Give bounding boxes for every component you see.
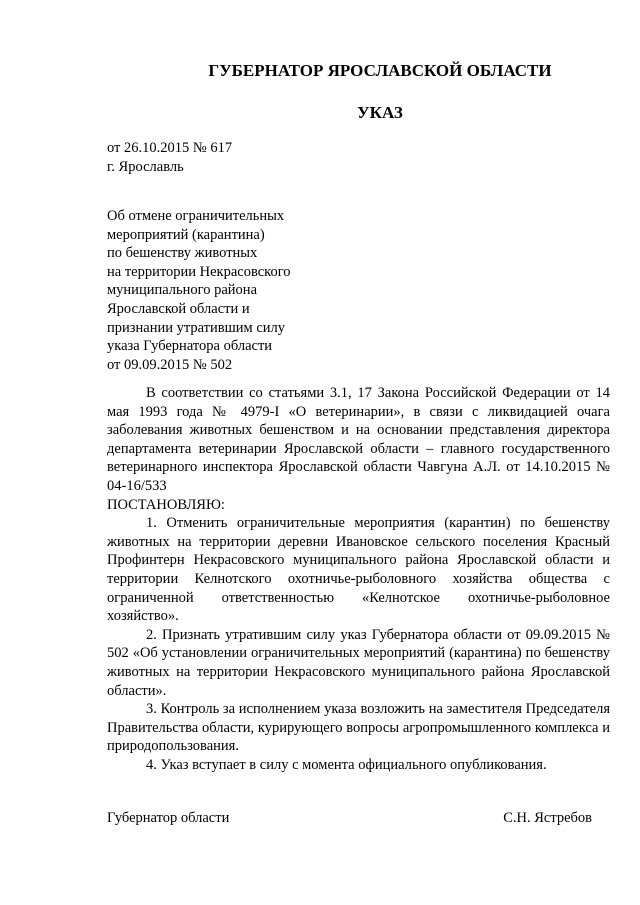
- signatory-name: С.Н. Ястребов: [503, 810, 592, 826]
- signatory-position: Губернатор области: [107, 810, 230, 826]
- document-meta: [107, 139, 232, 176]
- document-subject: [107, 207, 291, 374]
- subject-line: указа Губернатора области: [107, 338, 273, 355]
- decree-item-3: 3. Контроль за исполнением указа возложить на заместителя Председателя Правительства области, курирующего вопросы агропромышленного комплекса и природопользования.: [107, 701, 610, 755]
- subject-line: по бешенству животных: [107, 245, 258, 262]
- subject-line: Об отмене ограничительных: [107, 208, 285, 224]
- decree-item-4: 4. Указ вступает в силу с момента официального опубликования.: [146, 756, 547, 773]
- subject-line: мероприятий (карантина): [107, 226, 265, 243]
- city: г. Ярославль: [107, 158, 184, 175]
- signature-block: [107, 809, 592, 828]
- subject-line: Ярославской области и: [107, 300, 250, 317]
- document-type: УКАЗ: [357, 103, 403, 122]
- decree-item-2: 2. Признать утратившим силу указ Губернатора области от 09.09.2015 № 502 «Об установлении ограничительных мероприятий (карантина) по бешенству животных на территории Некрасовского муниципального района Ярославской области».: [107, 626, 610, 699]
- issuer-title: ГУБЕРНАТОР ЯРОСЛАВСКОЙ ОБЛАСТИ: [208, 61, 552, 80]
- decree-word: ПОСТАНОВЛЯЮ:: [107, 496, 225, 513]
- subject-line: муниципального района: [107, 282, 257, 299]
- preamble-paragraph: В соответствии со статьями 3.1, 17 Закона Российской Федерации от 14 мая 1993 года № 4979-I «О ветеринарии», в связи с ликвидацией очага заболевания животных бешенством и на основании представления директора департамента ветеринарии Ярославской области – главного государственного ветеринарного инспектора Ярославской области Чавгуна А.Л. от 14.10.2015 № 04-16/533: [107, 385, 610, 494]
- document-body: [107, 384, 610, 774]
- subject-line: от 09.09.2015 № 502: [107, 356, 233, 373]
- decree-item-1: 1. Отменить ограничительные мероприятия (карантин) по бешенству животных на территории деревни Ивановское сельского поселения Красный Профинтерн Некрасовского муниципального района Ярославской области и территории Келнотского охотничье-рыболовного хозяйства общества с ограниченной ответственностью «Келнотское охотничье-рыболовное хозяйство».: [107, 515, 610, 625]
- date-number: от 26.10.2015 № 617: [107, 140, 233, 156]
- subject-line: признании утратившим силу: [107, 319, 286, 336]
- subject-line: на территории Некрасовского: [107, 263, 291, 280]
